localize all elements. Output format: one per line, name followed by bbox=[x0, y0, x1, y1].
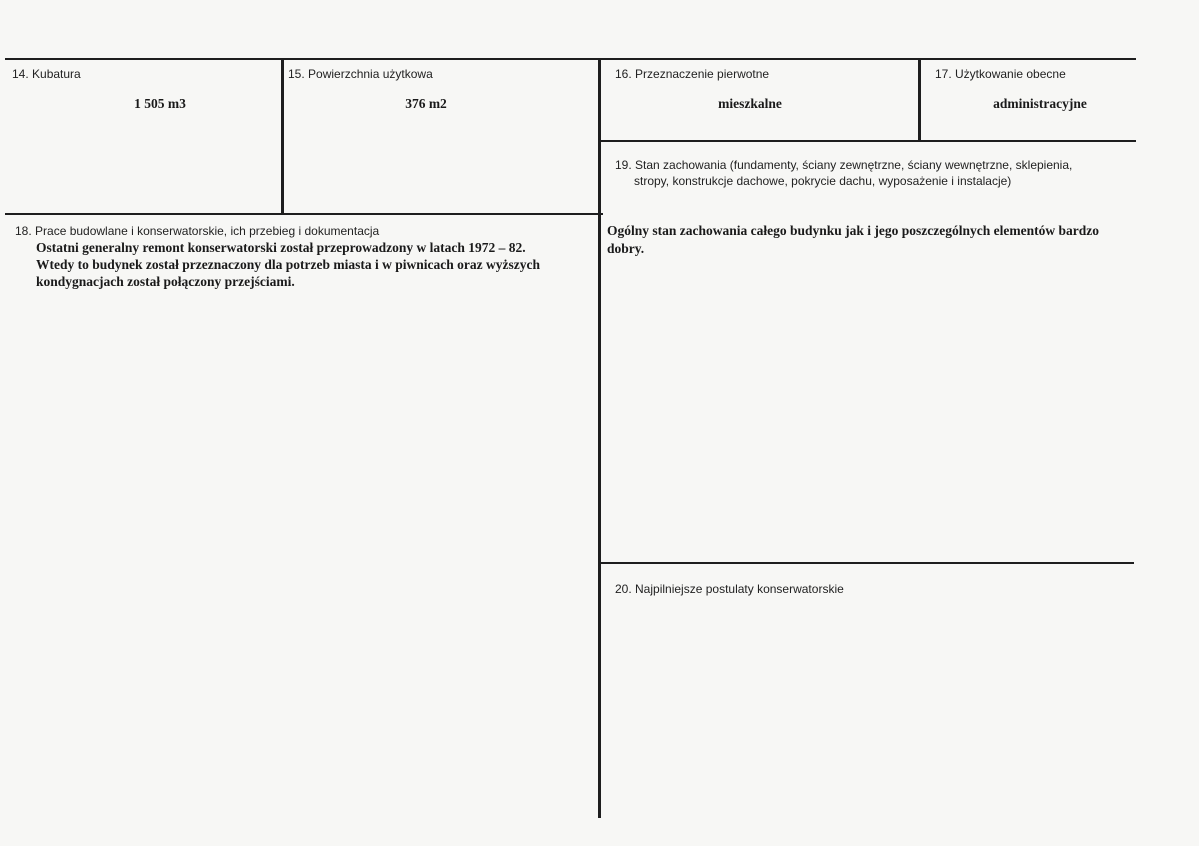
powierzchnia-value: 376 m2 bbox=[405, 96, 447, 111]
postulaty-label: 20. Najpilniejsze postulaty konserwatorskie bbox=[615, 582, 844, 596]
rule-under-19 bbox=[598, 562, 1134, 564]
prace-budowlane-label: 18. Prace budowlane i konserwatorskie, ich przebieg i dokumentacja bbox=[15, 224, 380, 238]
stan-zachowania-text-line1: Ogólny stan zachowania całego budynku jak i jego poszczególnych elementów bardzo bbox=[607, 223, 1100, 238]
stan-zachowania-label-line2: stropy, konstrukcje dachowe, pokrycie dachu, wyposażenie i instalacje) bbox=[634, 174, 1012, 188]
prace-budowlane-text-line1: Ostatni generalny remont konserwatorski został przeprowadzony w latach 1972 – 82. bbox=[36, 240, 526, 255]
rule-under-16-17 bbox=[601, 140, 1136, 142]
divider-16-17 bbox=[918, 58, 921, 142]
rule-under-14-15 bbox=[5, 213, 603, 215]
kubatura-value: 1 505 m3 bbox=[134, 96, 186, 111]
divider-14-15 bbox=[281, 58, 284, 215]
stan-zachowania-text-line2: dobry. bbox=[607, 241, 645, 256]
kubatura-label: 14. Kubatura bbox=[12, 67, 81, 81]
divider-left-right bbox=[598, 58, 601, 818]
prace-budowlane-text-line3: kondygnacjach został połączony przejściami. bbox=[36, 274, 295, 289]
przeznaczenie-value: mieszkalne bbox=[718, 96, 782, 111]
uzytkowanie-label: 17. Użytkowanie obecne bbox=[935, 67, 1066, 81]
prace-budowlane-text-line2: Wtedy to budynek został przeznaczony dla potrzeb miasta i w piwnicach oraz wyższych bbox=[36, 257, 540, 272]
uzytkowanie-value: administracyjne bbox=[993, 96, 1087, 111]
stan-zachowania-label-line1: 19. Stan zachowania (fundamenty, ściany zewnętrzne, ściany wewnętrzne, sklepienia, bbox=[615, 158, 1073, 172]
powierzchnia-label: 15. Powierzchnia użytkowa bbox=[288, 67, 433, 81]
przeznaczenie-label: 16. Przeznaczenie pierwotne bbox=[615, 67, 770, 81]
top-rule bbox=[5, 58, 1136, 60]
